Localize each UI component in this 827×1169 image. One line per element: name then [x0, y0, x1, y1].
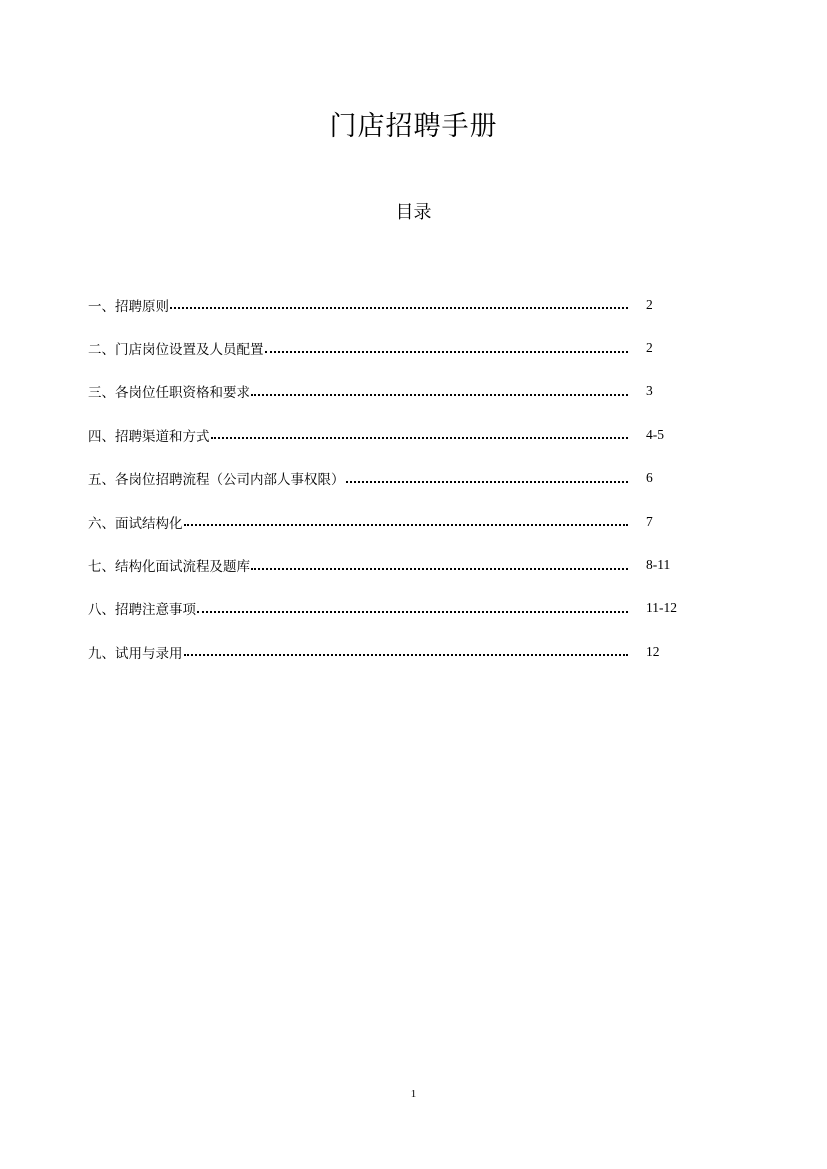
toc-entry-label: 三、各岗位任职资格和要求	[88, 385, 250, 402]
toc-dot-leader	[197, 598, 628, 613]
document-title: 门店招聘手册	[329, 111, 498, 142]
table-of-contents	[88, 283, 698, 674]
toc-entry-page: 6	[646, 470, 653, 486]
toc-entry[interactable]	[88, 413, 698, 456]
toc-entry-label: 七、结构化面试流程及题库	[88, 559, 250, 576]
toc-entry-label: 五、各岗位招聘流程（公司内部人事权限）	[88, 472, 345, 489]
toc-entry[interactable]	[88, 326, 698, 369]
toc-entry-label: 一、招聘原则	[88, 298, 169, 315]
toc-entry-label: 二、门店岗位设置及人员配置	[88, 342, 264, 359]
toc-dot-leader	[170, 294, 628, 309]
toc-entry[interactable]	[88, 630, 698, 673]
toc-entry-label: 八、招聘注意事项	[88, 602, 196, 619]
toc-entry[interactable]	[88, 283, 698, 326]
toc-entry-page: 4-5	[646, 426, 664, 442]
toc-dot-leader	[184, 511, 629, 526]
toc-entry-label: 六、面试结构化	[88, 515, 183, 532]
toc-entry-label: 九、试用与录用	[88, 645, 183, 662]
toc-heading: 目录	[395, 202, 432, 223]
toc-dot-leader	[251, 381, 628, 396]
toc-entry[interactable]	[88, 587, 698, 630]
toc-entry[interactable]	[88, 370, 698, 413]
toc-entry[interactable]	[88, 457, 698, 500]
toc-dot-leader	[211, 424, 629, 439]
toc-entry-page: 8-11	[646, 557, 671, 573]
toc-entry-page: 12	[646, 643, 660, 659]
toc-dot-leader	[251, 555, 628, 570]
toc-entry-page: 2	[646, 296, 653, 312]
toc-entry-label: 四、招聘渠道和方式	[88, 428, 210, 445]
toc-entry[interactable]	[88, 500, 698, 543]
toc-entry[interactable]	[88, 543, 698, 586]
toc-entry-page: 3	[646, 383, 653, 399]
toc-dot-leader	[265, 338, 629, 353]
page-number: 1	[410, 1088, 417, 1100]
toc-dot-leader	[184, 641, 629, 656]
toc-dot-leader	[346, 468, 629, 483]
toc-entry-page: 7	[646, 513, 653, 529]
toc-entry-page: 11-12	[646, 600, 677, 616]
toc-entry-page: 2	[646, 340, 653, 356]
